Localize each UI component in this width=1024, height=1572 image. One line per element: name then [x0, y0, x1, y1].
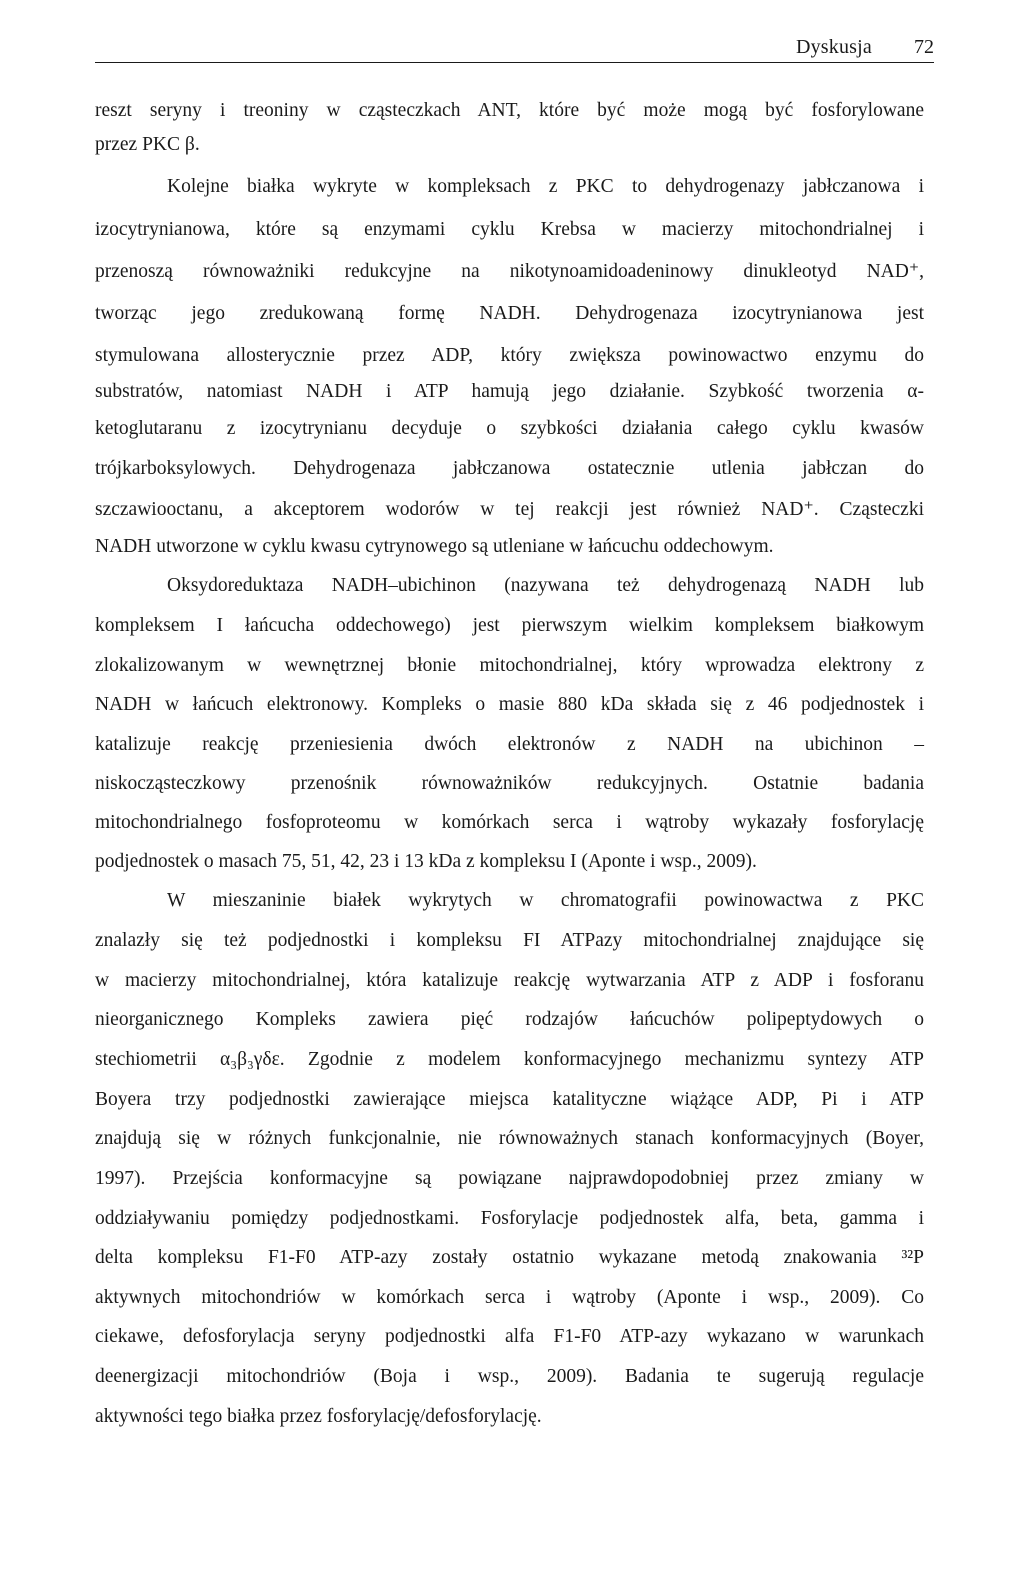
page-header	[95, 36, 934, 64]
text-line: przenoszą równoważniki redukcyjne na nikotynoamidoadeninowy dinukleotyd NAD⁺,	[95, 261, 924, 282]
text-line: kompleksem I łańcucha oddechowego) jest pierwszym wielkim kompleksem białkowym	[95, 615, 924, 636]
text-line: izocytrynianowa, które są enzymami cyklu Krebsa w macierzy mitochondrialnej i	[95, 219, 924, 240]
text-line: zlokalizowanym w wewnętrznej błonie mitochondrialnej, który wprowadza elektrony z	[95, 655, 924, 676]
text-line: katalizuje reakcję przeniesienia dwóch elektronów z NADH na ubichinon –	[95, 734, 924, 755]
text-line: tworząc jego zredukowaną formę NADH. Dehydrogenaza izocytrynianowa jest	[95, 303, 924, 324]
text-line: reszt seryny i treoniny w cząsteczkach ANT, które być może mogą być fosforylowane	[95, 100, 924, 121]
text-line: W mieszaninie białek wykrytych w chromatografii powinowactwa z PKC	[167, 890, 924, 911]
text-line: trójkarboksylowych. Dehydrogenaza jabłczanowa ostatecznie utlenia jabłczan do	[95, 458, 924, 479]
text-line: szczawiooctanu, a akceptorem wodorów w tej reakcji jest również NAD⁺. Cząsteczki	[95, 499, 924, 520]
text-line: niskocząsteczkowy przenośnik równoważników redukcyjnych. Ostatnie badania	[95, 773, 924, 794]
text-line: Boyera trzy podjednostki zawierające miejsca katalityczne wiążące ADP, Pi i ATP	[95, 1089, 924, 1110]
header-section-title: Dyskusja	[795, 36, 872, 58]
text-line: delta kompleksu F1-F0 ATP-azy zostały ostatnio wykazane metodą znakowania ³²P	[95, 1247, 924, 1268]
text-line: ketoglutaranu z izocytrynianu decyduje o szybkości działania całego cyklu kwasów	[95, 418, 924, 439]
text-line: nieorganicznego Kompleks zawiera pięć rodzajów łańcuchów polipeptydowych o	[95, 1009, 924, 1030]
text-line: NADH w łańcuch elektronowy. Kompleks o masie 880 kDa składa się z 46 podjednostek i	[95, 694, 924, 715]
text-line: znalazły się też podjednostki i kompleksu FI ATPazy mitochondrialnej znajdujące się	[95, 930, 924, 951]
text-line: ciekawe, defosforylacja seryny podjednostki alfa F1-F0 ATP-azy wykazano w warunkach	[95, 1326, 924, 1347]
text-line: stechiometrii α₃β₃γδε. Zgodnie z modelem konformacyjnego mechanizmu syntezy ATP	[95, 1049, 924, 1070]
text-line: substratów, natomiast NADH i ATP hamują jego działanie. Szybkość tworzenia α-	[95, 381, 924, 402]
text-line: deenergizacji mitochondriów (Boja i wsp., 2009). Badania te sugerują regulacje	[95, 1366, 924, 1387]
text-line: znajdują się w różnych funkcjonalnie, nie równoważnych stanach konformacyjnych (Boyer,	[95, 1128, 924, 1149]
text-line: aktywnych mitochondriów w komórkach serca i wątroby (Aponte i wsp., 2009). Co	[95, 1287, 924, 1308]
text-line: NADH utworzone w cyklu kwasu cytrynowego są utleniane w łańcuchu oddechowym.	[95, 536, 774, 557]
text-line: aktywności tego białka przez fosforylację/defosforylację.	[95, 1406, 542, 1427]
text-line: w macierzy mitochondrialnej, która katalizuje reakcję wytwarzania ATP z ADP i fosforanu	[95, 970, 924, 991]
text-line: Kolejne białka wykryte w kompleksach z PKC to dehydrogenazy jabłczanowa i	[167, 176, 924, 197]
text-line: 1997). Przejścia konformacyjne są powiązane najprawdopodobniej przez zmiany w	[95, 1168, 924, 1189]
header-rule	[95, 62, 934, 63]
text-line: stymulowana allosterycznie przez ADP, który zwiększa powinowactwo enzymu do	[95, 345, 924, 366]
text-line: mitochondrialnego fosfoproteomu w komórkach serca i wątroby wykazały fosforylację	[95, 812, 924, 833]
text-line: Oksydoreduktaza NADH–ubichinon (nazywana też dehydrogenazą NADH lub	[167, 575, 924, 596]
text-line: oddziaływaniu pomiędzy podjednostkami. Fosforylacje podjednostek alfa, beta, gamma i	[95, 1208, 924, 1229]
text-line: podjednostek o masach 75, 51, 42, 23 i 13 kDa z kompleksu I (Aponte i wsp., 2009).	[95, 851, 757, 872]
text-line: przez PKC β.	[95, 134, 200, 155]
page-number: 72	[914, 36, 934, 58]
